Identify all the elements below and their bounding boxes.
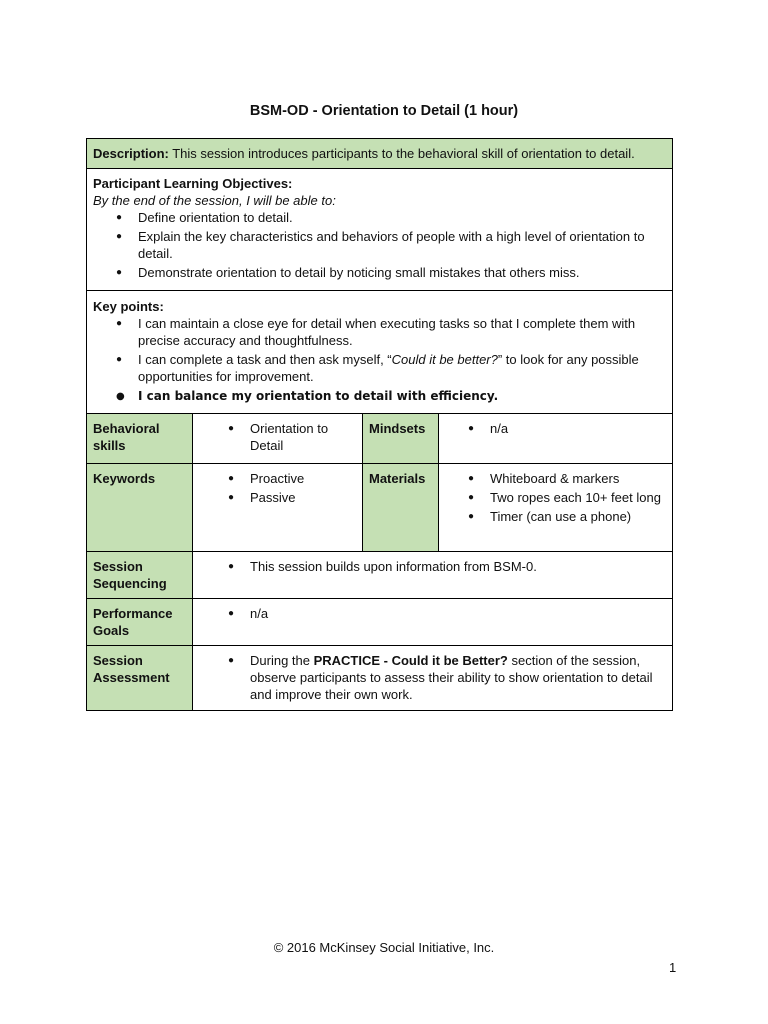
session-assessment-label: Session Assessment <box>87 646 193 711</box>
objectives-row <box>87 169 673 291</box>
material-item: ● Whiteboard & markers <box>490 470 666 487</box>
document-title: BSM-OD - Orientation to Detail (1 hour) <box>249 103 519 119</box>
key-points-cell <box>87 291 673 414</box>
objective-item: ● Define orientation to detail. <box>138 209 666 226</box>
session-assessment-cell <box>193 646 673 711</box>
keywords-materials-row <box>87 464 673 552</box>
key-point-emphasis: Could it be better? <box>391 352 498 367</box>
performance-goal-item: ● n/a <box>250 605 666 622</box>
behavioral-skill-item: ● Orientation to Detail <box>250 420 356 454</box>
mindsets-list <box>445 420 666 437</box>
page-number: 1 <box>669 960 677 975</box>
behavioral-skills-list <box>199 420 356 454</box>
session-assessment-row <box>87 646 673 711</box>
session-sequencing-row <box>87 552 673 599</box>
key-point-text: ” to look for any possible opportunities for improvement. <box>138 352 639 384</box>
description-label: Description: <box>93 146 169 161</box>
key-point-item: ● I can balance my orientation to detail with efficiency. <box>138 388 666 405</box>
key-points-list <box>93 315 666 405</box>
objectives-label: Participant Learning Objectives: <box>93 176 293 191</box>
objectives-intro: By the end of the session, I will be able to: <box>93 193 336 208</box>
footer-copyright: © 2016 McKinsey Social Initiative, Inc. <box>273 940 495 955</box>
description-text: This session introduces participants to the behavioral skill of orientation to detail. <box>168 146 635 161</box>
keyword-item: ● Passive <box>250 489 356 506</box>
performance-goals-label: Performance Goals <box>87 599 193 646</box>
objectives-cell <box>87 169 673 291</box>
key-point-item <box>138 351 666 385</box>
materials-list <box>445 470 666 525</box>
session-assessment-text: section of the session, observe participants to assess their ability to show orientation to detail and improve their own work. <box>250 653 653 702</box>
key-point-item: ● I can maintain a close eye for detail when executing tasks so that I complete them with precise accuracy and thoughtfulness. <box>138 315 666 349</box>
objective-item: ● Explain the key characteristics and behaviors of people with a high level of orientation to detail. <box>138 228 666 262</box>
objectives-list <box>93 209 666 281</box>
key-points-label: Key points: <box>93 299 164 314</box>
session-assessment-text: During the <box>250 653 314 668</box>
mindsets-label: Mindsets <box>363 414 439 464</box>
skills-mindsets-row <box>87 414 673 464</box>
session-assessment-item <box>250 652 666 703</box>
behavioral-skills-cell <box>193 414 363 464</box>
session-assessment-list <box>199 652 666 703</box>
material-item: ● Timer (can use a phone) <box>490 508 666 525</box>
mindset-item: ● n/a <box>490 420 666 437</box>
performance-goals-list <box>199 605 666 622</box>
keywords-cell <box>193 464 363 552</box>
keywords-label: Keywords <box>87 464 193 552</box>
description-row <box>87 139 673 169</box>
session-table <box>86 138 672 711</box>
keywords-list <box>199 470 356 506</box>
performance-goals-row <box>87 599 673 646</box>
description-cell <box>87 139 673 169</box>
performance-goals-cell <box>193 599 673 646</box>
session-sequencing-list <box>199 558 666 575</box>
session-sequencing-cell <box>193 552 673 599</box>
behavioral-skills-label: Behavioral skills <box>87 414 193 464</box>
key-points-row <box>87 291 673 414</box>
session-assessment-strong: PRACTICE - Could it be Better? <box>313 653 508 668</box>
session-sequencing-label: Session Sequencing <box>87 552 193 599</box>
material-item: ● Two ropes each 10+ feet long <box>490 489 666 506</box>
materials-cell <box>439 464 673 552</box>
key-point-text: I can complete a task and then ask myself, “ <box>138 352 392 367</box>
objective-item: ● Demonstrate orientation to detail by noticing small mistakes that others miss. <box>138 264 666 281</box>
keyword-item: ● Proactive <box>250 470 356 487</box>
materials-label: Materials <box>363 464 439 552</box>
mindsets-cell <box>439 414 673 464</box>
session-sequencing-item: ● This session builds upon information from BSM-0. <box>250 558 666 575</box>
